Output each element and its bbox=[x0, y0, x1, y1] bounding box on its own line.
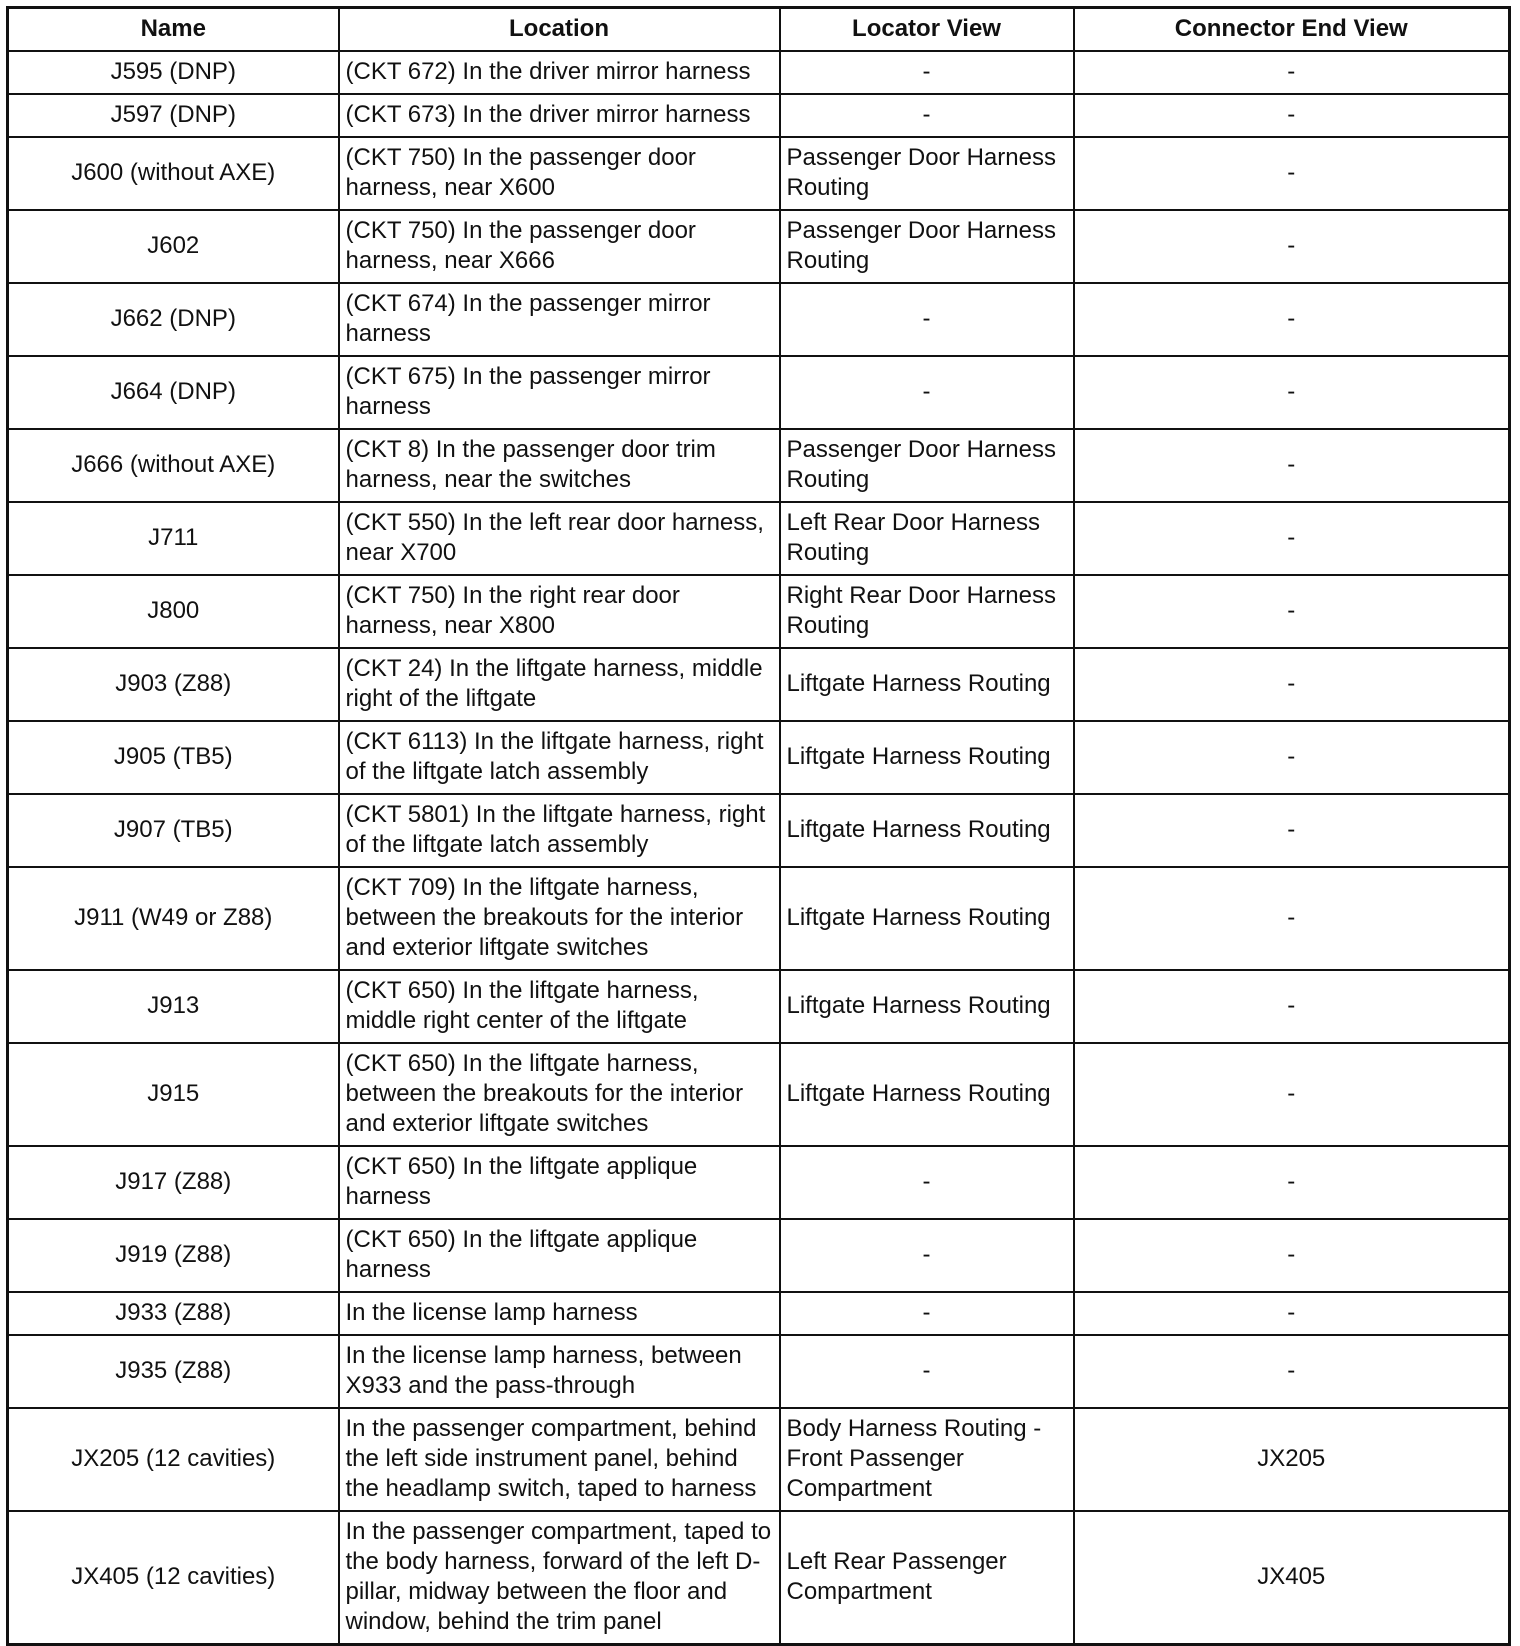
row-name: J911 (W49 or Z88) bbox=[8, 867, 339, 970]
row-connector-end-view: - bbox=[1074, 429, 1510, 502]
row-name: J600 (without AXE) bbox=[8, 137, 339, 210]
header-locator-view: Locator View bbox=[780, 8, 1074, 52]
row-location: (CKT 709) In the liftgate harness, between the breakouts for the interior and exterior liftgate switches bbox=[339, 867, 780, 970]
row-location: (CKT 5801) In the liftgate harness, right of the liftgate latch assembly bbox=[339, 794, 780, 867]
row-locator-view: Liftgate Harness Routing bbox=[780, 648, 1074, 721]
row-location: (CKT 8) In the passenger door trim harness, near the switches bbox=[339, 429, 780, 502]
row-location: (CKT 674) In the passenger mirror harness bbox=[339, 283, 780, 356]
table-row bbox=[8, 867, 1510, 970]
row-name: J913 bbox=[8, 970, 339, 1043]
row-locator-view: Liftgate Harness Routing bbox=[780, 867, 1074, 970]
row-location: (CKT 650) In the liftgate applique harness bbox=[339, 1219, 780, 1292]
row-name: J907 (TB5) bbox=[8, 794, 339, 867]
row-locator-view: Liftgate Harness Routing bbox=[780, 1043, 1074, 1146]
row-locator-view: - bbox=[780, 1292, 1074, 1335]
row-location: In the license lamp harness bbox=[339, 1292, 780, 1335]
row-name: J915 bbox=[8, 1043, 339, 1146]
row-connector-end-view: - bbox=[1074, 1146, 1510, 1219]
row-location: In the passenger compartment, behind the left side instrument panel, behind the headlamp switch, taped to harness bbox=[339, 1408, 780, 1511]
row-location: (CKT 750) In the passenger door harness, near X600 bbox=[339, 137, 780, 210]
row-locator-view: Right Rear Door Harness Routing bbox=[780, 575, 1074, 648]
row-name: JX405 (12 cavities) bbox=[8, 1511, 339, 1645]
row-locator-view: - bbox=[780, 356, 1074, 429]
row-name: J800 bbox=[8, 575, 339, 648]
table-row bbox=[8, 356, 1510, 429]
row-connector-end-view: - bbox=[1074, 137, 1510, 210]
row-connector-end-view: - bbox=[1074, 51, 1510, 94]
row-connector-end-view: - bbox=[1074, 867, 1510, 970]
row-connector-end-view: - bbox=[1074, 1335, 1510, 1408]
row-connector-end-view: - bbox=[1074, 648, 1510, 721]
table-row bbox=[8, 283, 1510, 356]
row-locator-view: Liftgate Harness Routing bbox=[780, 721, 1074, 794]
row-locator-view: Liftgate Harness Routing bbox=[780, 794, 1074, 867]
row-location: (CKT 675) In the passenger mirror harness bbox=[339, 356, 780, 429]
table-row bbox=[8, 575, 1510, 648]
header-name: Name bbox=[8, 8, 339, 52]
table-header bbox=[8, 8, 1510, 52]
table-row bbox=[8, 648, 1510, 721]
row-connector-end-view: - bbox=[1074, 794, 1510, 867]
row-name: J664 (DNP) bbox=[8, 356, 339, 429]
row-locator-view: - bbox=[780, 1335, 1074, 1408]
row-location: (CKT 650) In the liftgate harness, middle right center of the liftgate bbox=[339, 970, 780, 1043]
row-connector-end-view: - bbox=[1074, 502, 1510, 575]
table-row bbox=[8, 210, 1510, 283]
header-row bbox=[8, 8, 1510, 52]
row-name: J903 (Z88) bbox=[8, 648, 339, 721]
row-connector-end-view: - bbox=[1074, 1292, 1510, 1335]
row-locator-view: - bbox=[780, 94, 1074, 137]
table-row bbox=[8, 794, 1510, 867]
row-locator-view: Liftgate Harness Routing bbox=[780, 970, 1074, 1043]
row-name: J935 (Z88) bbox=[8, 1335, 339, 1408]
table-row bbox=[8, 721, 1510, 794]
row-locator-view: Left Rear Door Harness Routing bbox=[780, 502, 1074, 575]
row-locator-view: Left Rear Passenger Compartment bbox=[780, 1511, 1074, 1645]
row-locator-view: - bbox=[780, 1219, 1074, 1292]
table-row bbox=[8, 51, 1510, 94]
table-body bbox=[8, 51, 1510, 1645]
row-connector-end-view: - bbox=[1074, 94, 1510, 137]
row-name: J595 (DNP) bbox=[8, 51, 339, 94]
table-row bbox=[8, 1408, 1510, 1511]
row-location: (CKT 672) In the driver mirror harness bbox=[339, 51, 780, 94]
table-row bbox=[8, 1335, 1510, 1408]
row-locator-view: Body Harness Routing - Front Passenger Compartment bbox=[780, 1408, 1074, 1511]
row-connector-end-view: JX405 bbox=[1074, 1511, 1510, 1645]
row-locator-view: Passenger Door Harness Routing bbox=[780, 210, 1074, 283]
row-connector-end-view: - bbox=[1074, 210, 1510, 283]
header-location: Location bbox=[339, 8, 780, 52]
row-connector-end-view: - bbox=[1074, 1043, 1510, 1146]
row-name: J917 (Z88) bbox=[8, 1146, 339, 1219]
row-connector-end-view: - bbox=[1074, 1219, 1510, 1292]
row-name: J666 (without AXE) bbox=[8, 429, 339, 502]
table-row bbox=[8, 1043, 1510, 1146]
row-location: (CKT 650) In the liftgate harness, between the breakouts for the interior and exterior liftgate switches bbox=[339, 1043, 780, 1146]
row-location: (CKT 750) In the passenger door harness, near X666 bbox=[339, 210, 780, 283]
table-row bbox=[8, 970, 1510, 1043]
connector-table bbox=[6, 6, 1511, 1646]
row-connector-end-view: - bbox=[1074, 970, 1510, 1043]
header-connector-end-view: Connector End View bbox=[1074, 8, 1510, 52]
row-name: J662 (DNP) bbox=[8, 283, 339, 356]
row-connector-end-view: - bbox=[1074, 721, 1510, 794]
row-connector-end-view: JX205 bbox=[1074, 1408, 1510, 1511]
row-name: J597 (DNP) bbox=[8, 94, 339, 137]
table-row bbox=[8, 1292, 1510, 1335]
row-connector-end-view: - bbox=[1074, 283, 1510, 356]
row-name: J711 bbox=[8, 502, 339, 575]
row-name: JX205 (12 cavities) bbox=[8, 1408, 339, 1511]
table-row bbox=[8, 1146, 1510, 1219]
row-name: J919 (Z88) bbox=[8, 1219, 339, 1292]
table-row bbox=[8, 1511, 1510, 1645]
row-location: In the passenger compartment, taped to the body harness, forward of the left D-pillar, midway between the floor and window, behind the trim panel bbox=[339, 1511, 780, 1645]
table-row bbox=[8, 94, 1510, 137]
row-locator-view: - bbox=[780, 1146, 1074, 1219]
table-row bbox=[8, 429, 1510, 502]
row-connector-end-view: - bbox=[1074, 575, 1510, 648]
row-locator-view: - bbox=[780, 51, 1074, 94]
row-location: (CKT 6113) In the liftgate harness, right of the liftgate latch assembly bbox=[339, 721, 780, 794]
row-connector-end-view: - bbox=[1074, 356, 1510, 429]
table-row bbox=[8, 1219, 1510, 1292]
row-locator-view: - bbox=[780, 283, 1074, 356]
row-locator-view: Passenger Door Harness Routing bbox=[780, 137, 1074, 210]
row-location: In the license lamp harness, between X933 and the pass-through bbox=[339, 1335, 780, 1408]
row-location: (CKT 550) In the left rear door harness, near X700 bbox=[339, 502, 780, 575]
row-name: J602 bbox=[8, 210, 339, 283]
row-location: (CKT 750) In the right rear door harness, near X800 bbox=[339, 575, 780, 648]
table-row bbox=[8, 502, 1510, 575]
row-name: J933 (Z88) bbox=[8, 1292, 339, 1335]
row-location: (CKT 24) In the liftgate harness, middle right of the liftgate bbox=[339, 648, 780, 721]
row-location: (CKT 650) In the liftgate applique harness bbox=[339, 1146, 780, 1219]
row-location: (CKT 673) In the driver mirror harness bbox=[339, 94, 780, 137]
row-name: J905 (TB5) bbox=[8, 721, 339, 794]
row-locator-view: Passenger Door Harness Routing bbox=[780, 429, 1074, 502]
table-row bbox=[8, 137, 1510, 210]
